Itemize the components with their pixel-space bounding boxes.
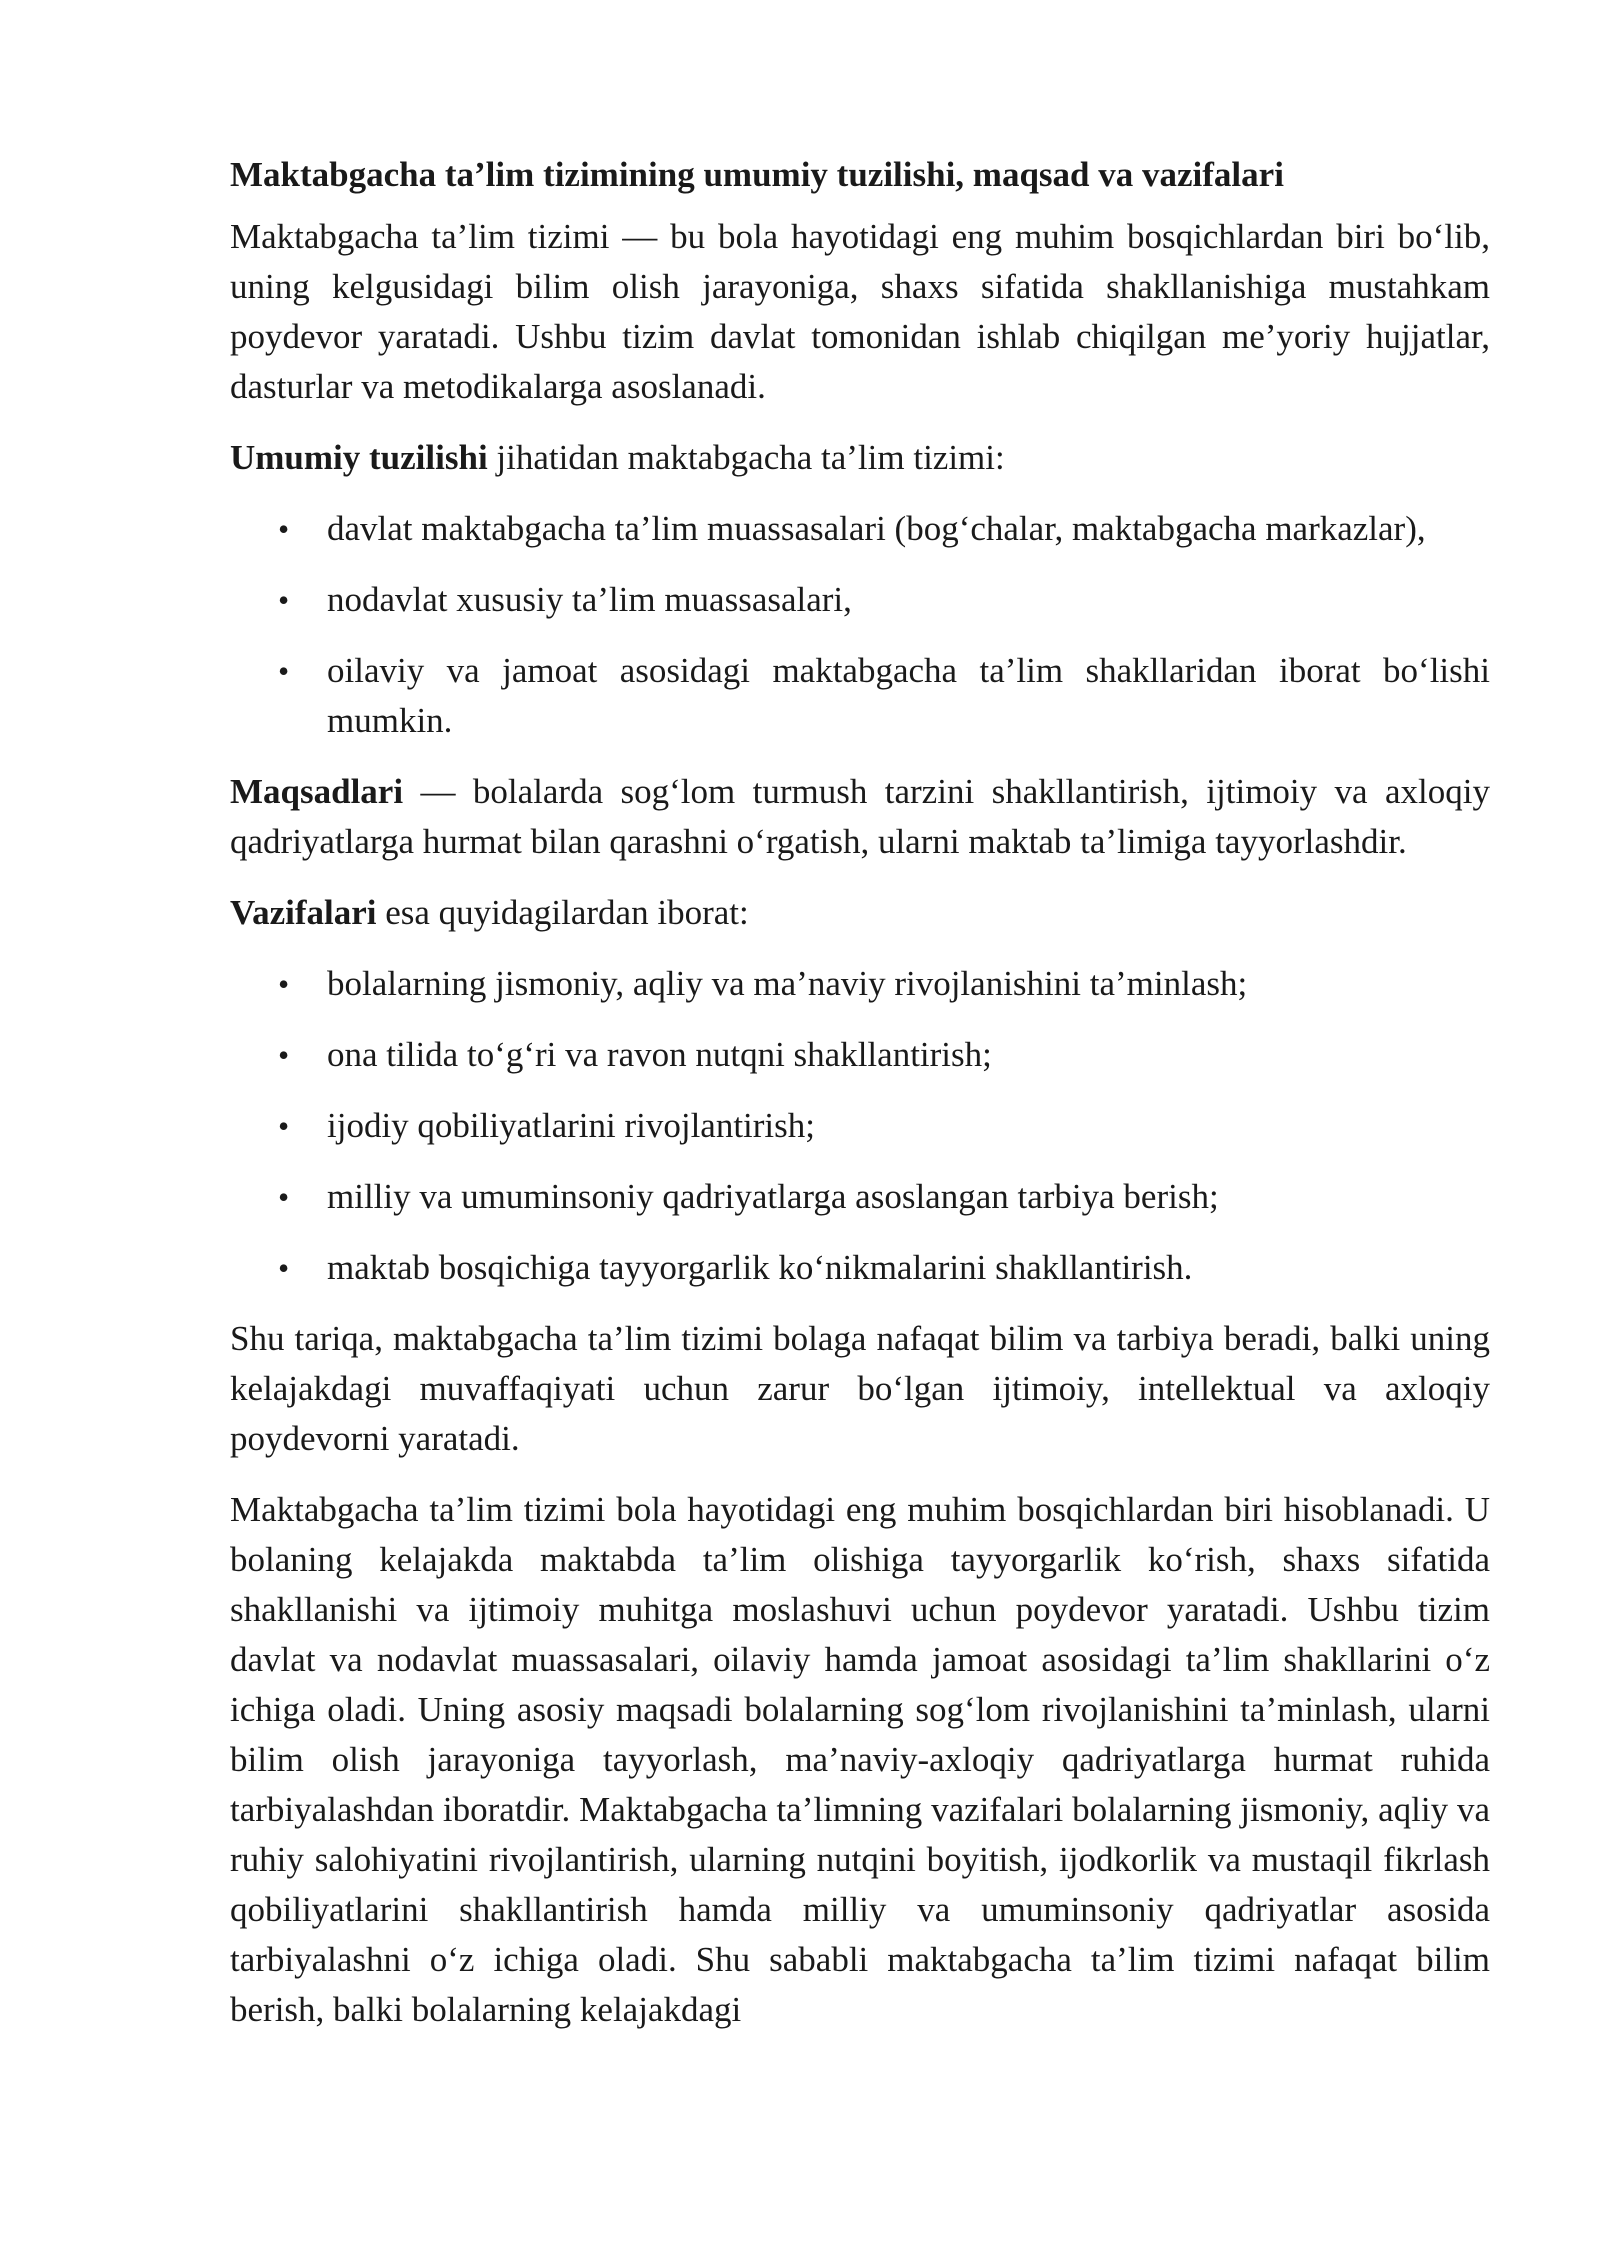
tasks-lead-bold: Vazifalari [230, 893, 377, 932]
tasks-lead-text: esa quyidagilardan iborat: [376, 893, 749, 932]
bullet-icon: • [278, 966, 290, 1002]
list-item [230, 1030, 1490, 1080]
document-title: Maktabgacha ta’lim tizimining umumiy tuzilishi, maqsad va vazifalari [230, 155, 1284, 194]
structure-lead [230, 433, 1490, 483]
bullet-icon: • [278, 582, 290, 618]
document-page [230, 150, 1490, 2056]
list-item-text: bolalarning jismoniy, aqliy va ma’naviy rivojlanishini ta’minlash; [327, 964, 1248, 1003]
conclusion-paragraph: Shu tariqa, maktabgacha ta’lim tizimi bolaga nafaqat bilim va tarbiya beradi, balki uning kelajakdagi muvaffaqiyati uchun zarur bo‘lgan ijtimoiy, intellektual va axloqiy poydevorni yaratadi. [230, 1319, 1490, 1458]
list-item-text: ona tilida to‘g‘ri va ravon nutqni shakllantirish; [327, 1035, 992, 1074]
structure-lead-text: jihatidan maktabgacha ta’lim tizimi: [487, 438, 1005, 477]
bullet-icon: • [278, 1108, 290, 1144]
list-item-text: nodavlat xususiy ta’lim muassasalari, [327, 580, 852, 619]
list-item [230, 575, 1490, 625]
goals-lead-text: — bolalarda sog‘lom turmush tarzini shakllantirish, ijtimoiy va axloqiy qadriyatlarga hurmat bilan qarashni o‘rgatish, ularni maktab ta’limiga tayyorlashdir. [230, 772, 1490, 861]
list-item [230, 504, 1490, 554]
intro-paragraph: Maktabgacha ta’lim tizimi — bu bola hayotidagi eng muhim bosqichlardan biri bo‘lib, uning kelgusidagi bilim olish jarayoniga, shaxs sifatida shakllanishiga mustahkam poydevor yaratadi. Ushbu tizim davlat tomonidan ishlab chiqilgan me’yoriy hujjatlar, dasturlar va metodikalarga asoslanadi. [230, 217, 1490, 406]
list-item-text: davlat maktabgacha ta’lim muassasalari (bog‘chalar, maktabgacha markazlar), [327, 509, 1426, 548]
goals-paragraph [230, 767, 1490, 867]
list-item [230, 1243, 1490, 1293]
summary-paragraph: Maktabgacha ta’lim tizimi bola hayotidagi eng muhim bosqichlardan biri hisoblanadi. U bolaning kelajakda maktabda ta’lim olishiga tayyorgarlik ko‘rish, shaxs sifatida shakllanishi va ijtimoiy muhitga moslashuvi uchun poydevor yaratadi. Ushbu tizim davlat va nodavlat muassasalari, oilaviy hamda jamoat asosidagi ta’lim shakllarini o‘z ichiga oladi. Uning asosiy maqsadi bolalarning sog‘lom rivojlanishini ta’minlash, ularni bilim olish jarayoniga tayyorlash, ma’naviy-axloqiy qadriyatlarga hurmat ruhida tarbiyalashdan iboratdir. Maktabgacha ta’limning vazifalari bolalarning jismoniy, aqliy va ruhiy salohiyatini rivojlantirish, ularning nutqini boyitish, ijodkorlik va mustaqil fikrlash qobiliyatlarini shakllantirish hamda milliy va umuminsoniy qadriyatlar asosida tarbiyalashni o‘z ichiga oladi. Shu sababli maktabgacha ta’lim tizimi nafaqat bilim berish, balki bolalarning kelajakdagi [230, 1490, 1490, 2029]
list-item [230, 646, 1490, 746]
list-item [230, 959, 1490, 1009]
list-item [230, 1101, 1490, 1151]
list-item-text: oilaviy va jamoat asosidagi maktabgacha ta’lim shakllaridan iborat bo‘lishi mumkin. [327, 651, 1490, 740]
structure-lead-bold: Umumiy tuzilishi [230, 438, 488, 477]
tasks-lead [230, 888, 1490, 938]
list-item-text: milliy va umuminsoniy qadriyatlarga asoslangan tarbiya berish; [327, 1177, 1219, 1216]
bullet-icon: • [278, 1179, 290, 1215]
bullet-icon: • [278, 511, 290, 547]
list-item-text: maktab bosqichiga tayyorgarlik ko‘nikmalarini shakllantirish. [327, 1248, 1193, 1287]
list-item-text: ijodiy qobiliyatlarini rivojlantirish; [327, 1106, 816, 1145]
goals-lead-bold: Maqsadlari [230, 772, 404, 811]
structure-list [230, 504, 1490, 746]
bullet-icon: • [278, 653, 290, 689]
tasks-list [230, 959, 1490, 1293]
list-item [230, 1172, 1490, 1222]
bullet-icon: • [278, 1250, 290, 1286]
bullet-icon: • [278, 1037, 290, 1073]
